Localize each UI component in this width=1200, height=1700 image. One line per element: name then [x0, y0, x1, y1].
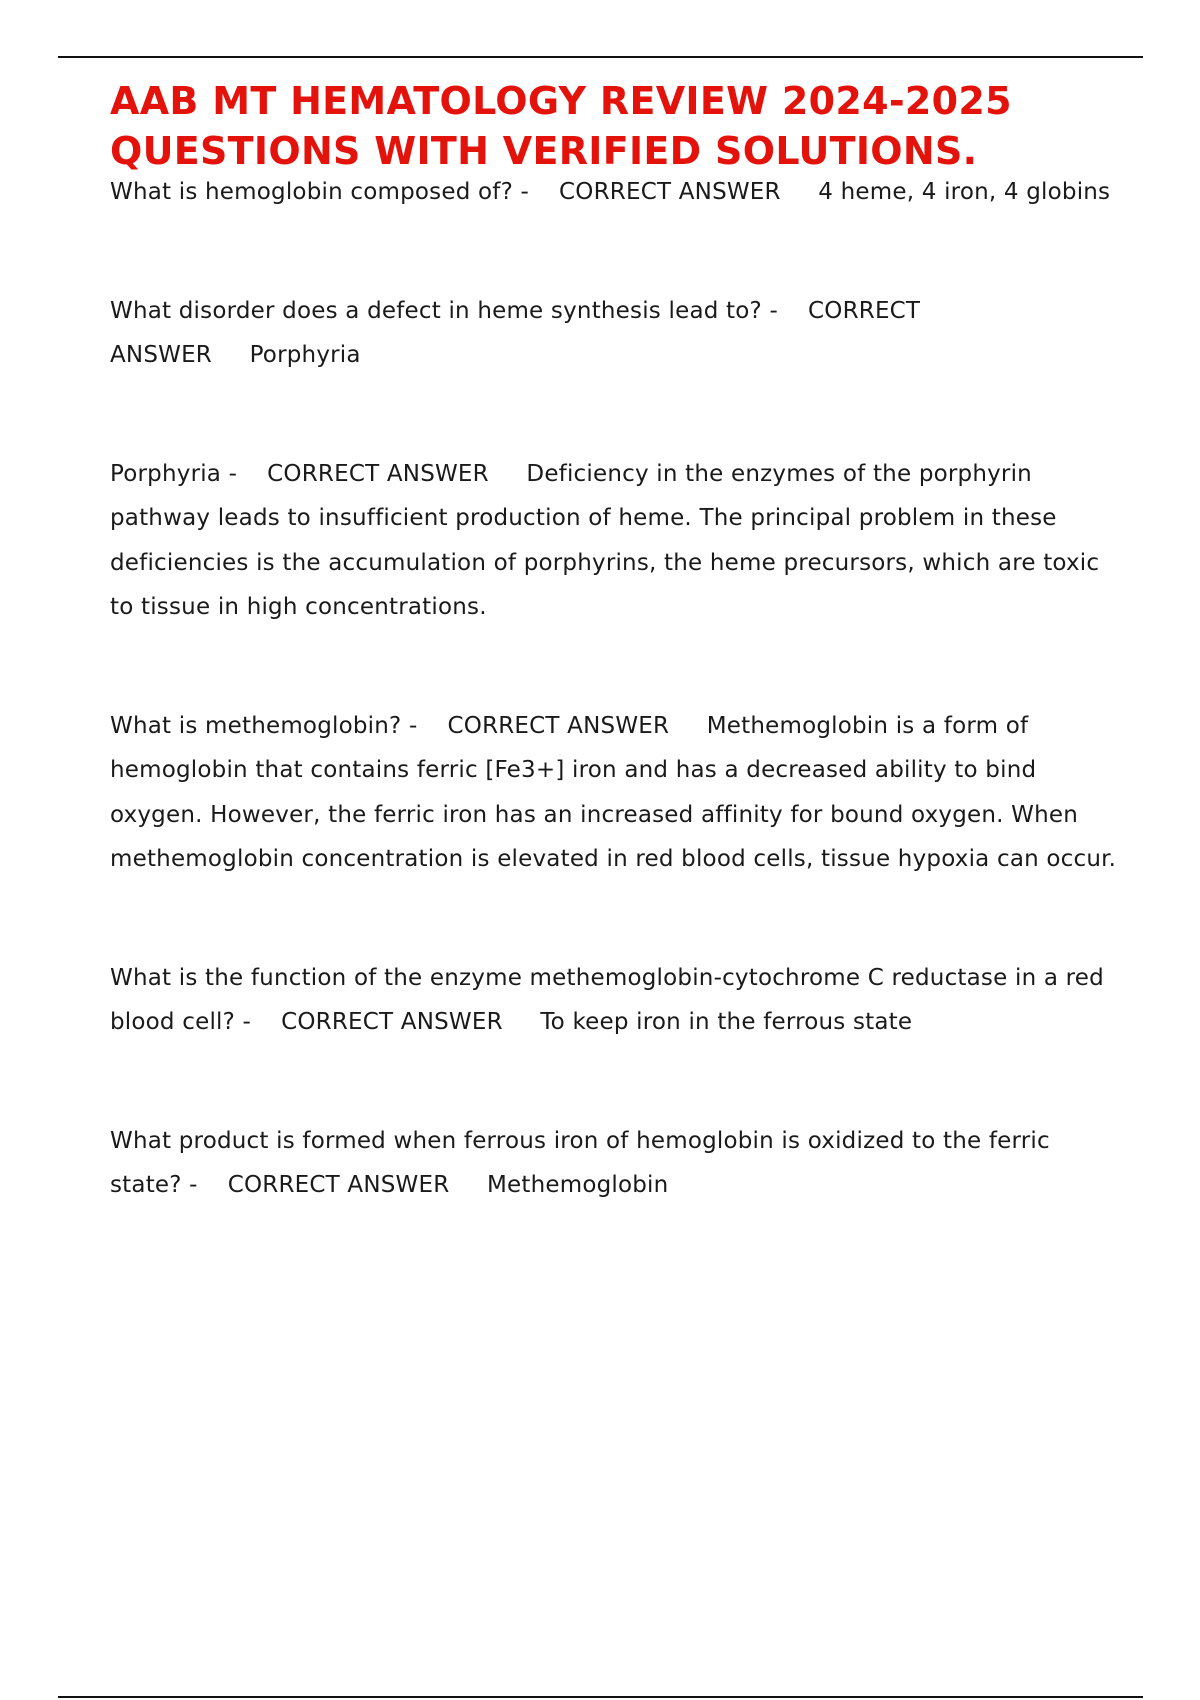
qa-item-2 [110, 289, 1120, 378]
question-text: What is methemoglobin? - [110, 712, 418, 739]
question-text: Porphyria - [110, 460, 238, 487]
document-title: AAB MT HEMATOLOGY REVIEW 2024-2025 QUESTIONS WITH VERIFIED SOLUTIONS. [110, 79, 1012, 173]
answer-label: CORRECT ANSWER [110, 297, 928, 368]
top-rule [58, 56, 1143, 58]
answer-text: Methemoglobin is a form of hemoglobin that contains ferric [Fe3+] iron and has a decreased ability to bind oxygen. However, the ferric iron has an increased affinity for bound oxygen. When methemoglobin concentration is elevated in red blood cells, tissue hypoxia can occur. [110, 712, 1117, 872]
qa-item-6 [110, 1119, 1120, 1208]
answer-label: CORRECT ANSWER [227, 1172, 450, 1198]
answer-text: Methemoglobin [486, 1172, 669, 1198]
qa-item-1 [110, 170, 1120, 215]
qa-list [110, 170, 1120, 1208]
document-page [110, 76, 1120, 1282]
qa-item-5 [110, 956, 1120, 1045]
answer-label: CORRECT ANSWER [447, 712, 670, 739]
answer-text: Porphyria [249, 342, 361, 368]
answer-text: Deficiency in the enzymes of the porphyrin pathway leads to insufficient production of heme. The principal problem in these deficiencies is the accumulation of porphyrins, the heme precursors, which are toxic to tissue in high concentrations. [110, 460, 1107, 620]
question-text: What is the function of the enzyme methemoglobin-cytochrome C reductase in a red blood cell? - [110, 964, 1112, 1035]
qa-item-4 [110, 704, 1120, 882]
answer-label: CORRECT ANSWER [267, 460, 489, 487]
bottom-rule [58, 1696, 1143, 1698]
qa-item-3 [110, 452, 1120, 630]
question-text: What is hemoglobin composed of? - [110, 179, 529, 205]
question-text: What disorder does a defect in heme synthesis lead to? - [110, 297, 778, 324]
answer-label: CORRECT ANSWER [281, 1009, 503, 1035]
answer-text: 4 heme, 4 iron, 4 globins [818, 179, 1111, 205]
answer-text: To keep iron in the ferrous state [540, 1009, 913, 1035]
answer-label: CORRECT ANSWER [559, 179, 781, 205]
question-text: What product is formed when ferrous iron of hemoglobin is oxidized to the ferric state? - [110, 1127, 1058, 1198]
